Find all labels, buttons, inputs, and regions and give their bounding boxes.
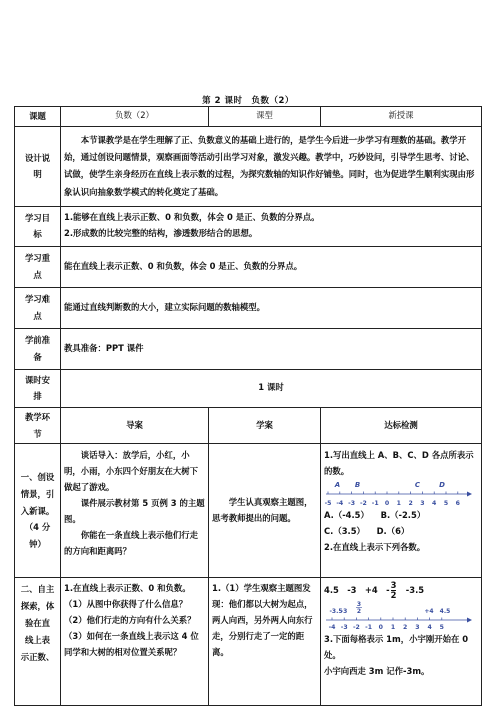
values-to-plot: 4.5 -3 +4 - $\frac{3}{2}$ -3.5 xyxy=(324,580,425,601)
tick-label: 2 xyxy=(408,500,413,508)
preparation-label: 学前准 备 xyxy=(15,328,61,369)
design-label: 设计说 明 xyxy=(15,126,61,206)
point-label-c: C xyxy=(414,481,421,490)
schedule-label: 课时安 排 xyxy=(15,369,61,407)
question-3a: 3.下面每格表示 1m，小宇刚开始在 0 处。 xyxy=(324,634,469,661)
number-line-values xyxy=(324,600,474,632)
point-label-a: A xyxy=(334,481,341,490)
tick-label: -3 xyxy=(348,500,356,508)
label-pos-4: +4 xyxy=(424,608,434,616)
section2-guide: 1.在直线上表示正数、0 和负数。 （1）从图中你获得了什么信息？ （2）他们行走的方向有什么关系？ （3）如何在一条直线上表示这 4 位同学和大树的相对位置关系呢？ xyxy=(61,578,209,706)
label-neg-3: -3 xyxy=(340,608,348,616)
check-header: 达标检测 xyxy=(321,407,482,444)
stage-header: 教学环 节 xyxy=(15,407,61,444)
columns-header-row xyxy=(15,407,482,444)
key-points-label: 学习重 点 xyxy=(15,246,61,287)
tick-label: -3 xyxy=(340,624,348,632)
section2-study: 1.（1）学生观察主题图发现：他们都以大树为起点，两人向西，另外两人向东行走，分别行走了一定的距离。 xyxy=(209,578,321,706)
header-row xyxy=(15,107,482,127)
tick-label: 5 xyxy=(443,500,449,508)
goals-label: 学习目 标 xyxy=(15,206,61,246)
topic-label: 课题 xyxy=(15,107,61,127)
label-frac-den: 2 xyxy=(356,608,362,616)
tick-label: -1 xyxy=(371,500,379,508)
page-title: 第 2 课时 负数（2） xyxy=(202,96,294,106)
difficulties-text: 能通过直线判断数的大小，建立实际问题的数轴模型。 xyxy=(61,287,482,328)
section2-check xyxy=(321,578,482,706)
tick-label: -2 xyxy=(359,500,367,508)
section1-check xyxy=(321,444,482,578)
question-1: 1.写出直线上 A、B、C、D 各点所表示的数。 xyxy=(324,450,474,477)
point-label-d: D xyxy=(439,481,445,490)
tick-label: -4 xyxy=(336,500,344,508)
topic-value: 负数（2） xyxy=(61,107,209,127)
label-pos-4-5: 4.5 xyxy=(439,608,451,616)
section1-guide: 谈话导入：放学后，小红，小明，小雨，小东四个好朋友在大树下做起了游戏。 课件展示教材第 5 页例 3 的主题图。 你能在一条直线上表示他们行走的方向和距离吗？ xyxy=(61,444,209,578)
tick-label: 1 xyxy=(390,624,396,632)
tick-label: 1 xyxy=(396,500,401,508)
difficulties-row xyxy=(15,287,482,328)
guide-header: 导案 xyxy=(61,407,209,444)
design-row xyxy=(15,126,482,206)
number-line-abcd xyxy=(324,480,474,508)
tick-label: -4 xyxy=(328,624,336,632)
schedule-row xyxy=(15,369,482,407)
fraction: $\frac{3}{2}$ xyxy=(390,580,397,601)
answers-cd: C.（3.5） D.（6） xyxy=(324,526,410,537)
label-neg-3-5: -3.5 xyxy=(329,608,343,616)
answers-ab: A.（-4.5） B.（-2.5） xyxy=(324,510,426,521)
section1-row xyxy=(15,444,482,578)
difficulties-label: 学习难 点 xyxy=(15,287,61,328)
goal-item: 2.形成数的比较完整的结构，渗透数形结合的思想。 xyxy=(64,228,258,239)
tick-label: 4 xyxy=(432,500,437,508)
schedule-text: 1 课时 xyxy=(61,369,482,407)
question-3b: 小宇向西走 3m 记作-3m。 xyxy=(324,666,430,676)
preparation-row xyxy=(15,328,482,369)
tick-label: 3 xyxy=(415,624,420,632)
design-text: 本节课教学是在学生理解了正、负数意义的基础上进行的，是学生今后进一步学习有理数的基础。教学开始，通过创设问题情景，观察画面等活动引出学习对象，激发兴趣。教学中，巧妙设问，引导学生思考、讨论、试做，使学生亲身经历在直线上表示数的过程，为探究数轴的知识作好铺垫。同时，也为促进学生顺利实现由形象认识向抽象数学模式的转化奠定了基础。 xyxy=(61,126,482,206)
section2-label: 二、自主 探索，体 验在直 线上表 示正数、 xyxy=(15,578,61,706)
goal-item: 1.能够在直线上表示正数、0 和负数，体会 0 是正、负数的分界点。 xyxy=(64,212,320,223)
tick-label: 4 xyxy=(427,624,432,632)
tick-label: 0 xyxy=(378,624,383,632)
type-label: 课型 xyxy=(209,107,321,127)
tick-label: 6 xyxy=(455,500,460,508)
tick-label: 2 xyxy=(403,624,408,632)
question-2: 2.在直线上表示下列各数。 xyxy=(324,542,426,553)
key-points-row xyxy=(15,246,482,287)
tick-label: 5 xyxy=(439,624,444,632)
tick-label: 3 xyxy=(420,500,425,508)
preparation-text: 教具准备：PPT 课件 xyxy=(61,328,482,369)
section2-row xyxy=(15,578,482,706)
tick-label: -2 xyxy=(352,624,360,632)
point-label-b: B xyxy=(354,481,361,490)
lesson-plan-table xyxy=(14,106,482,706)
section1-label: 一、创设 情景，引 入新课。 （4 分 钟） xyxy=(15,444,61,578)
section1-study: 学生认真观察主题图，思考教师提出的问题。 xyxy=(209,444,321,578)
study-header: 学案 xyxy=(209,407,321,444)
key-points-text: 能在直线上表示正数、0 和负数，体会 0 是正、负数的分界点。 xyxy=(61,246,482,287)
goals-row xyxy=(15,206,482,246)
goals-text xyxy=(61,206,482,246)
tick-label: -1 xyxy=(365,624,373,632)
tick-label: 0 xyxy=(384,500,390,508)
tick-label: -5 xyxy=(324,500,332,508)
label-frac-num: 3 xyxy=(356,601,362,609)
type-value: 新授课 xyxy=(321,107,482,127)
